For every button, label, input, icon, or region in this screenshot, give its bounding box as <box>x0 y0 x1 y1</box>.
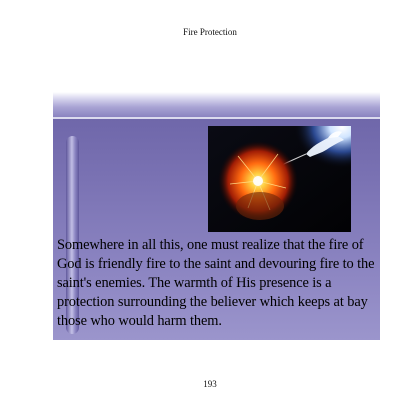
slide-title-band <box>53 92 380 117</box>
page-number: 193 <box>203 379 217 389</box>
slide-title-divider <box>53 117 380 119</box>
slide <box>53 92 380 340</box>
page-header-title: Fire Protection <box>183 27 237 37</box>
fire-hand-illustration <box>208 126 351 232</box>
slide-body-text: Somewhere in all this, one must realize that the fire of God is friendly fire to the saint and devouring fire to the saint's enemies. The warmth of His presence is a protection surrounding the believer which keeps at bay those who would harm them. <box>57 237 375 329</box>
fire-hand-image <box>208 126 351 232</box>
